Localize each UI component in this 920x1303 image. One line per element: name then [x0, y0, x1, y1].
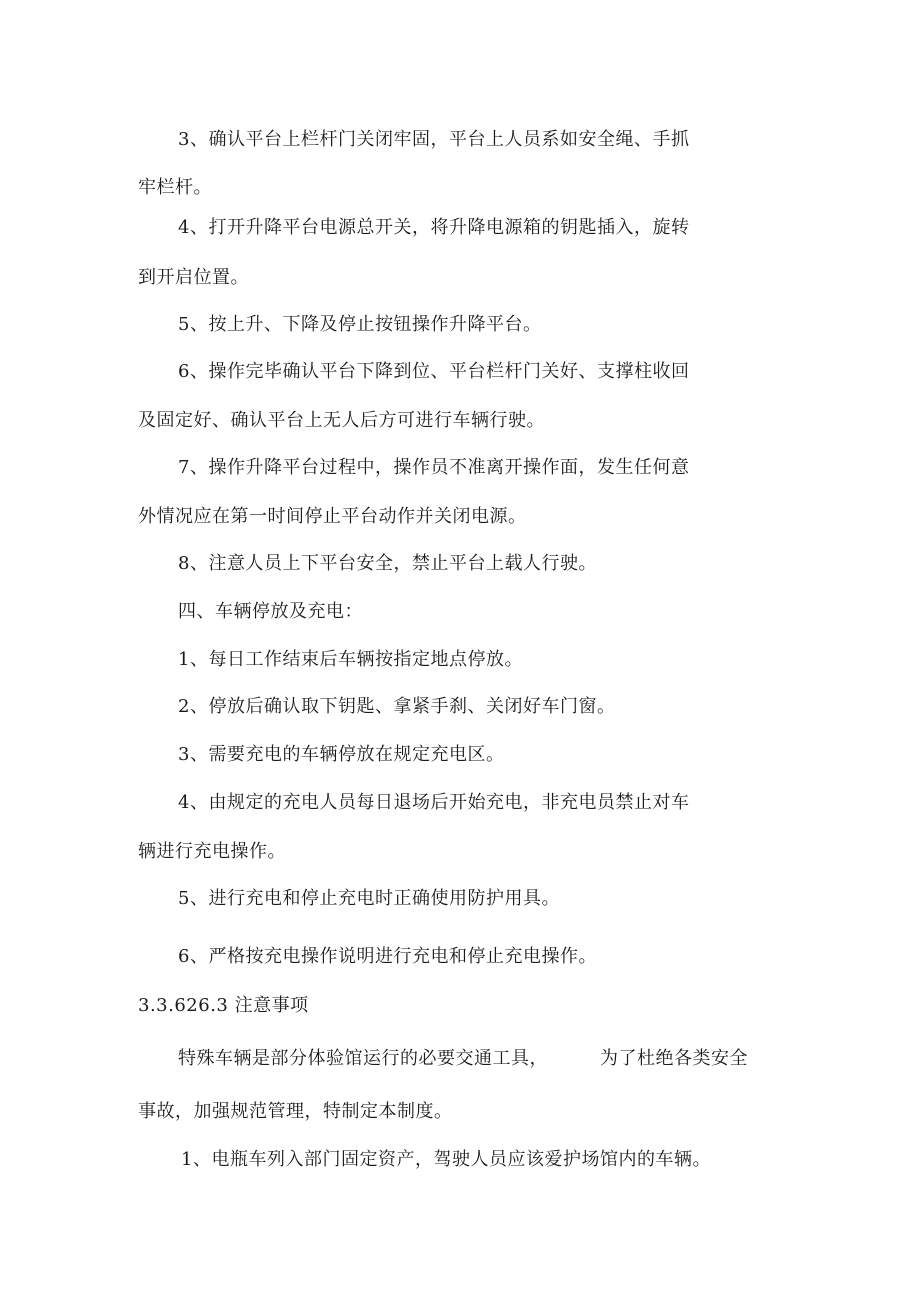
paragraph-line: 牢栏杆。 — [138, 177, 212, 198]
section-heading: 四、车辆停放及充电： — [178, 601, 363, 622]
paragraph-line: 3、需要充电的车辆停放在规定充电区。 — [178, 744, 505, 765]
paragraph-line: 1、每日工作结束后车辆按指定地点停放。 — [178, 649, 523, 670]
paragraph-line: 辆进行充电操作。 — [138, 841, 286, 862]
paragraph-line: 5、进行充电和停止充电时正确使用防护用具。 — [178, 888, 560, 909]
paragraph-line: 6、操作完毕确认平台下降到位、平台栏杆门关好、支撑柱收回 — [178, 361, 690, 382]
paragraph-line: 3、确认平台上栏杆门关闭牢固，平台上人员系如安全绳、手抓 — [178, 129, 690, 150]
paragraph-line-continuation: 为了杜绝各类安全 — [600, 1048, 748, 1069]
paragraph-line: 1、电瓶车列入部门固定资产，驾驶人员应该爱护场馆内的车辆。 — [181, 1149, 711, 1170]
paragraph-line: 4、由规定的充电人员每日退场后开始充电，非充电员禁止对车 — [178, 792, 690, 813]
paragraph-line: 8、注意人员上下平台安全，禁止平台上载人行驶。 — [178, 553, 597, 574]
paragraph-line: 5、按上升、下降及停止按钮操作升降平台。 — [178, 314, 542, 335]
paragraph-line: 事故，加强规范管理，特制定本制度。 — [138, 1101, 453, 1122]
section-number-heading: 3.3.626.3 注意事项 — [138, 995, 309, 1016]
paragraph-line: 7、操作升降平台过程中，操作员不准离开操作面，发生任何意 — [178, 457, 690, 478]
paragraph-line: 4、打开升降平台电源总开关，将升降电源箱的钥匙插入，旋转 — [178, 217, 690, 238]
paragraph-line: 6、严格按充电操作说明进行充电和停止充电操作。 — [178, 946, 597, 967]
paragraph-line: 2、停放后确认取下钥匙、拿紧手刹、关闭好车门窗。 — [178, 696, 616, 717]
paragraph-line: 到开启位置。 — [138, 267, 249, 288]
paragraph-line: 外情况应在第一时间停止平台动作并关闭电源。 — [138, 506, 527, 527]
paragraph-line: 特殊车辆是部分体验馆运行的必要交通工具， — [178, 1048, 548, 1069]
paragraph-line: 及固定好、确认平台上无人后方可进行车辆行驶。 — [138, 410, 545, 431]
